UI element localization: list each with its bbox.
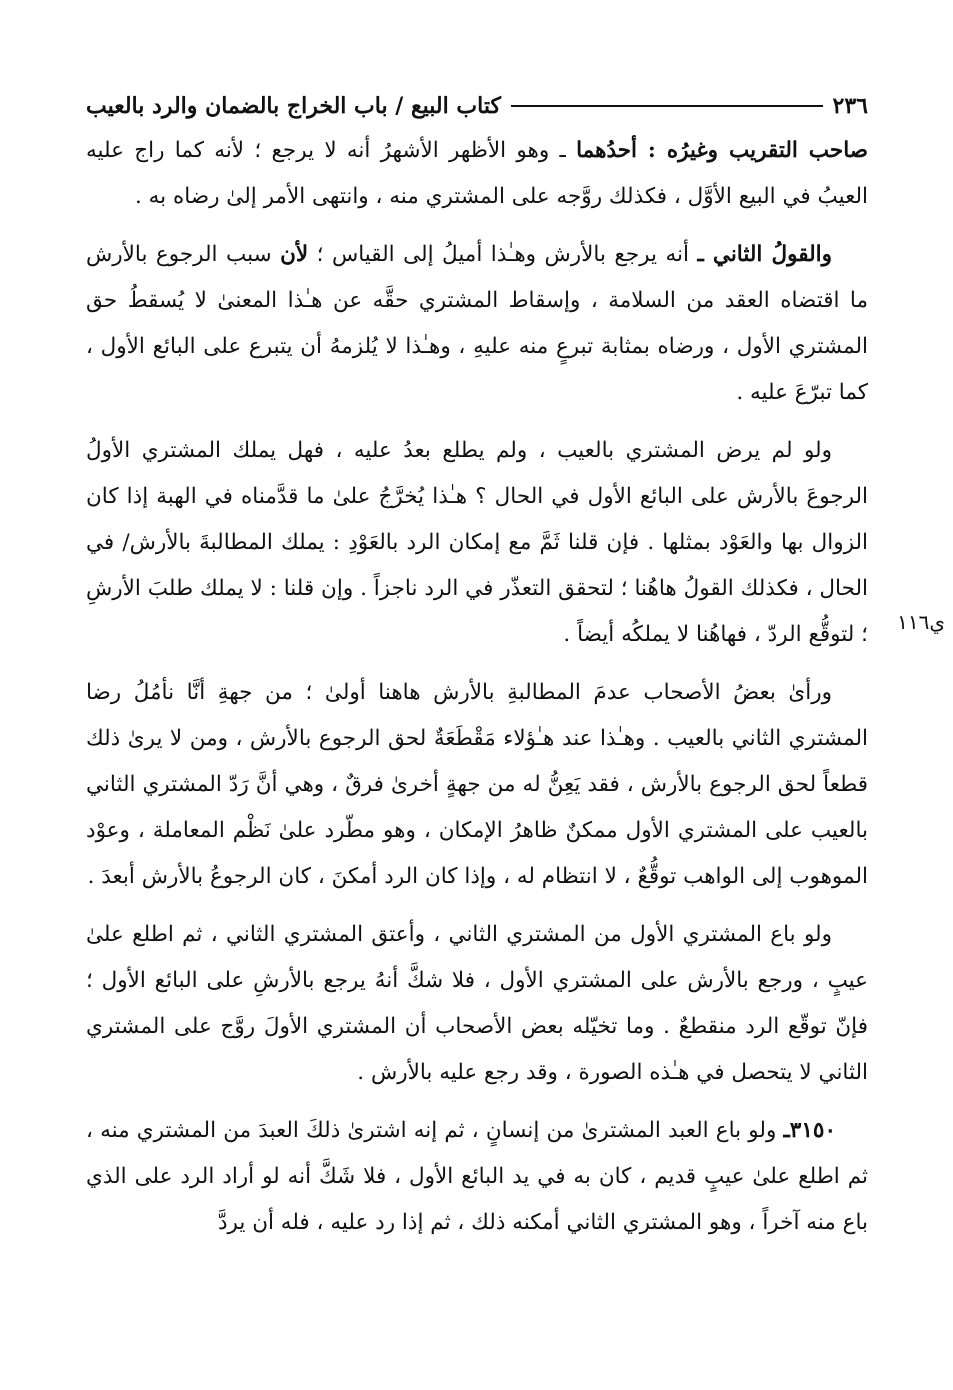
- body-text: [86, 128, 868, 1246]
- running-title: كتاب البيع / باب الخراج بالضمان والرد بالعيب: [86, 93, 501, 119]
- paragraph: [86, 1108, 868, 1246]
- paragraph: [86, 232, 868, 416]
- running-header: [86, 88, 868, 124]
- paragraph: [86, 428, 868, 658]
- paragraph-lead: والقولُ الثاني ـ: [697, 242, 833, 267]
- paragraph-text: ورأىٰ بعضُ الأصحاب عدمَ المطالبةِ بالأرش هاهنا أولىٰ ؛ من جهةِ أنَّا نأمُلُ رضا المشتري الثاني بالعيب . وهـٰذا عند هـٰؤلاء مَقْطَعَةٌ لحق الرجوع بالأرش ، ومن لا يرىٰ ذلك قطعاً لحق الرجوع بالأرش ، فقد يَعِنُّ له من جهةٍ أخرىٰ فرقٌ ، وهي أنَّ رَدّ المشتري الثاني بالعيب على المشتري الأول ممكنٌ ظاهرُ الإمكان ، وهو مطّرد علىٰ نَظْم المعاملة ، وعوْد الموهوب إلى الواهب توقُّعٌ ، لا انتظام له ، وإذا كان الرد أمكنَ ، كان الرجوعُ بالأرش أبعدَ .: [86, 680, 868, 889]
- header-rule: [511, 105, 823, 107]
- paragraph-text: ولو باع المشتري الأول من المشتري الثاني ، وأعتق المشتري الثاني ، ثم اطلع علىٰ عيبٍ ، ورجع بالأرش على المشتري الأول ، فلا شكَّ أنهُ يرجع بالأرشِ على البائع الأول ؛ فإنّ توقّع الرد منقطعٌ . وما تخيّله بعض الأصحاب أن المشتري الأولَ روَّج على المشتري الثاني لا يتحصل في هـٰذه الصورة ، وقد رجع عليه بالأرش .: [86, 922, 868, 1085]
- margin-folio-note: ي١١٦: [897, 610, 945, 634]
- paragraph: [86, 128, 868, 220]
- page-number: ٢٣٦: [832, 93, 868, 119]
- paragraph: [86, 912, 868, 1096]
- paragraph-text: سبب الرجوع بالأرش ما اقتضاه العقد من السلامة ، وإسقاط المشتري حقَّه عن هـٰذا المعنىٰ لا يُسقطُ حق المشتري الأول ، ورضاه بمثابة تبرعٍ منه عليهِ ، وهـٰذا لا يُلزمهُ أن يتبرع على البائع الأول ، كما تبرّعَ عليه .: [86, 242, 868, 405]
- paragraph-text: أنه يرجع بالأرش وهـٰذا أميلُ إلى القياس ؛: [308, 242, 698, 267]
- issue-number: ٣١٥٠ـ: [783, 1118, 836, 1143]
- paragraph-text: ولو باع العبد المشترىٰ من إنسانٍ ، ثم إنه اشترىٰ ذلكَ العبدَ من المشتري منه ، ثم اطلع علىٰ عيبٍ قديم ، كان به في يد البائع الأول ، فلا شَكَّ أنه لو أراد الرد على الذي باع منه آخراً ، وهو المشتري الثاني أمكنه ذلك ، ثم إذا رد عليه ، فله أن يردَّ: [86, 1118, 868, 1235]
- paragraph-emphasis: لأن: [280, 242, 309, 267]
- paragraph-text: ـ وهو الأظهر الأشهرُ أنه لا يرجع ؛ لأنه كما راج عليه العيبُ في البيع الأوَّل ، فكذلك روَّجه على المشتري منه ، وانتهى الأمر إلىٰ رضاه به .: [86, 138, 868, 209]
- paragraph-lead: صاحب التقريب وغيرُه : أحدُهما: [576, 138, 868, 163]
- paragraph-text: ولو لم يرض المشتري بالعيب ، ولم يطلع بعدُ عليه ، فهل يملك المشتري الأولُ الرجوعَ بالأرش على البائع الأول في الحال ؟ هـٰذا يُخرَّجُ علىٰ ما قدَّمناه في الهبة إذا كان الزوال بها والعَوْد بمثلها . فإن قلنا ثَمَّ مع إمكان الرد بالعَوْدِ : يملك المطالبةَ بالأرش/ في الحال ، فكذلك القولُ هاهُنا ؛ لتحقق التعذّر في الرد ناجزاً . وإن قلنا : لا يملك طلبَ الأرشِ ؛ لتوقُّع الردّ ، فهاهُنا لا يملكُه أيضاً .: [86, 438, 868, 647]
- paragraph: [86, 670, 868, 900]
